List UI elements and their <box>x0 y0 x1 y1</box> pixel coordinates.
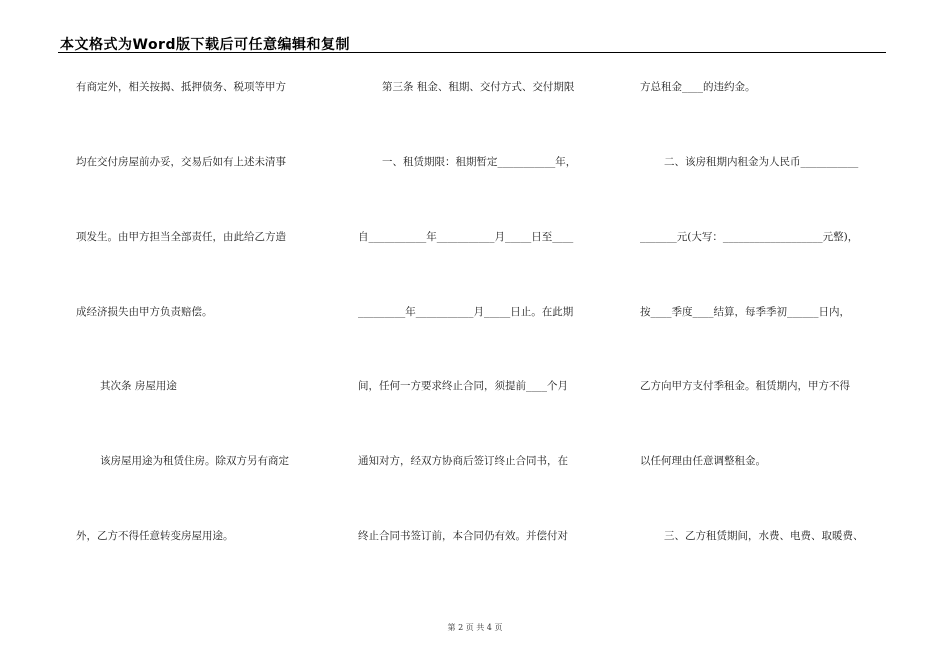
paragraph-line: 以任何理由任意调整租金。 <box>640 455 766 467</box>
paragraph-line: 按____季度____结算，每季季初______日内， <box>640 306 850 318</box>
paragraph-line: 终止合同书签订前，本合同仍有效。并偿付对 <box>358 530 568 542</box>
paragraph-line: 三、乙方租赁期间，水费、电费、取暖费、 <box>664 530 864 542</box>
header-divider <box>58 52 886 53</box>
paragraph-line: 成经济损失由甲方负责赔偿。 <box>76 306 213 318</box>
header-title: 本文格式为Word版下载后可任意编辑和复制 <box>60 37 350 53</box>
paragraph-line: 方总租金____的违约金。 <box>640 81 756 93</box>
paragraph-line: 间，任何一方要求终止合同，须提前____个月 <box>358 380 568 392</box>
paragraph-line: 有商定外，相关按揭、抵押债务、税项等甲方 <box>76 81 286 93</box>
page-number: 第 2 页 共 4 页 <box>447 623 503 632</box>
paragraph-line: 自___________年___________月_____日至____ <box>358 231 574 243</box>
paragraph-line: 外，乙方不得任意转变房屋用途。 <box>76 530 234 542</box>
paragraph-line: _______元(大写：___________________元整)， <box>640 231 859 243</box>
paragraph-line: 二、该房租期内租金为人民币___________ <box>664 156 859 168</box>
paragraph-line: 均在交付房屋前办妥，交易后如有上述未清事 <box>76 156 286 168</box>
paragraph-line: 该房屋用途为租赁住房。除双方另有商定 <box>100 455 289 467</box>
paragraph-line: _________年___________月_____日止。在此期 <box>358 306 574 318</box>
paragraph-line: 一、租赁期限：租期暂定___________年， <box>382 156 577 168</box>
paragraph-line: 乙方向甲方支付季租金。租赁期内，甲方不得 <box>640 380 850 392</box>
section-heading: 其次条 房屋用途 <box>100 380 177 392</box>
section-heading: 第三条 租金、租期、交付方式、交付期限 <box>382 81 575 93</box>
paragraph-line: 通知对方，经双方协商后签订终止合同书，在 <box>358 455 568 467</box>
paragraph-line: 项发生。由甲方担当全部责任，由此给乙方造 <box>76 231 286 243</box>
